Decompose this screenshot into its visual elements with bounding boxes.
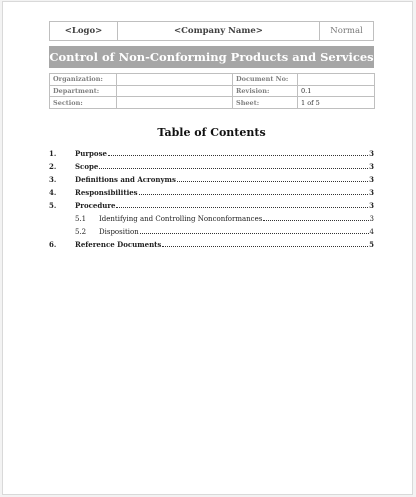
toc-entry-procedure[interactable] bbox=[49, 200, 374, 210]
toc-leader-dots bbox=[263, 220, 368, 221]
toc-entry-title: Reference Documents bbox=[75, 240, 162, 249]
toc-entry-page: 3 bbox=[369, 201, 374, 210]
toc-entry-number: 6. bbox=[49, 240, 57, 249]
toc-entry-title: Definitions and Acronyms bbox=[75, 175, 176, 184]
toc-entry-number: 5. bbox=[49, 201, 57, 210]
toc-entry-page: 3 bbox=[369, 215, 374, 223]
toc-entry-page: 3 bbox=[369, 149, 374, 158]
toc-entry-page: 3 bbox=[369, 162, 374, 171]
sheet-label: Sheet: bbox=[233, 97, 298, 109]
department-label: Department: bbox=[50, 85, 117, 97]
revision-value: 0.1 bbox=[298, 85, 375, 97]
style-label: Normal bbox=[330, 26, 363, 36]
toc-entry-title: Scope bbox=[75, 162, 99, 171]
toc-leader-dots bbox=[116, 207, 368, 208]
toc-entry-page: 5 bbox=[369, 240, 374, 249]
document-info-table bbox=[49, 73, 375, 109]
toc-entry-reference-documents[interactable] bbox=[49, 239, 374, 249]
toc-leader-dots bbox=[139, 194, 369, 195]
info-row bbox=[50, 74, 375, 86]
toc-entry-title: Responsibilities bbox=[75, 188, 138, 197]
toc-entry-disposition[interactable] bbox=[49, 226, 374, 236]
toc-leader-dots bbox=[177, 181, 368, 182]
document-page bbox=[2, 1, 413, 495]
document-no-value bbox=[298, 74, 375, 86]
toc-entry-number: 5.2 bbox=[75, 228, 87, 236]
toc-leader-dots bbox=[162, 246, 368, 247]
department-value bbox=[117, 85, 233, 97]
header-table bbox=[49, 21, 374, 41]
company-name-placeholder: <Company Name> bbox=[118, 22, 320, 40]
toc-entry-number: 4. bbox=[49, 188, 57, 197]
document-no-label: Document No: bbox=[233, 74, 298, 86]
toc-entry-number: 5.1 bbox=[75, 215, 87, 223]
toc-entry-number: 2. bbox=[49, 162, 57, 171]
toc-entry-title: Identifying and Controlling Nonconformances bbox=[99, 215, 263, 223]
toc-entry-page: 3 bbox=[369, 188, 374, 197]
section-value bbox=[117, 97, 233, 109]
toc-entry-purpose[interactable] bbox=[49, 148, 374, 158]
logo-placeholder: <Logo> bbox=[50, 22, 118, 40]
document-title: Control of Non-Conforming Products and Services bbox=[49, 50, 374, 64]
organization-value bbox=[117, 74, 233, 86]
toc-entry-identifying-nonconformances[interactable] bbox=[49, 213, 374, 223]
toc-heading: Table of Contents bbox=[157, 126, 266, 139]
document-title-banner bbox=[49, 46, 374, 68]
toc-entry-number: 1. bbox=[49, 149, 57, 158]
toc-leader-dots bbox=[140, 233, 369, 234]
toc-entry-page: 3 bbox=[369, 175, 374, 184]
toc-entry-number: 3. bbox=[49, 175, 57, 184]
toc-entry-title: Purpose bbox=[75, 149, 107, 158]
info-row bbox=[50, 97, 375, 109]
toc-entry-responsibilities[interactable] bbox=[49, 187, 374, 197]
section-label: Section: bbox=[50, 97, 117, 109]
organization-label: Organization: bbox=[50, 74, 117, 86]
toc-entry-scope[interactable] bbox=[49, 161, 374, 171]
toc-entry-title: Procedure bbox=[75, 201, 116, 210]
toc-leader-dots bbox=[99, 168, 368, 169]
toc-entry-page: 4 bbox=[369, 228, 374, 236]
toc-entry-definitions[interactable] bbox=[49, 174, 374, 184]
revision-label: Revision: bbox=[233, 85, 298, 97]
sheet-value: 1 of 5 bbox=[298, 97, 375, 109]
info-row bbox=[50, 85, 375, 97]
toc-leader-dots bbox=[108, 155, 368, 156]
toc-entry-title: Disposition bbox=[99, 228, 139, 236]
